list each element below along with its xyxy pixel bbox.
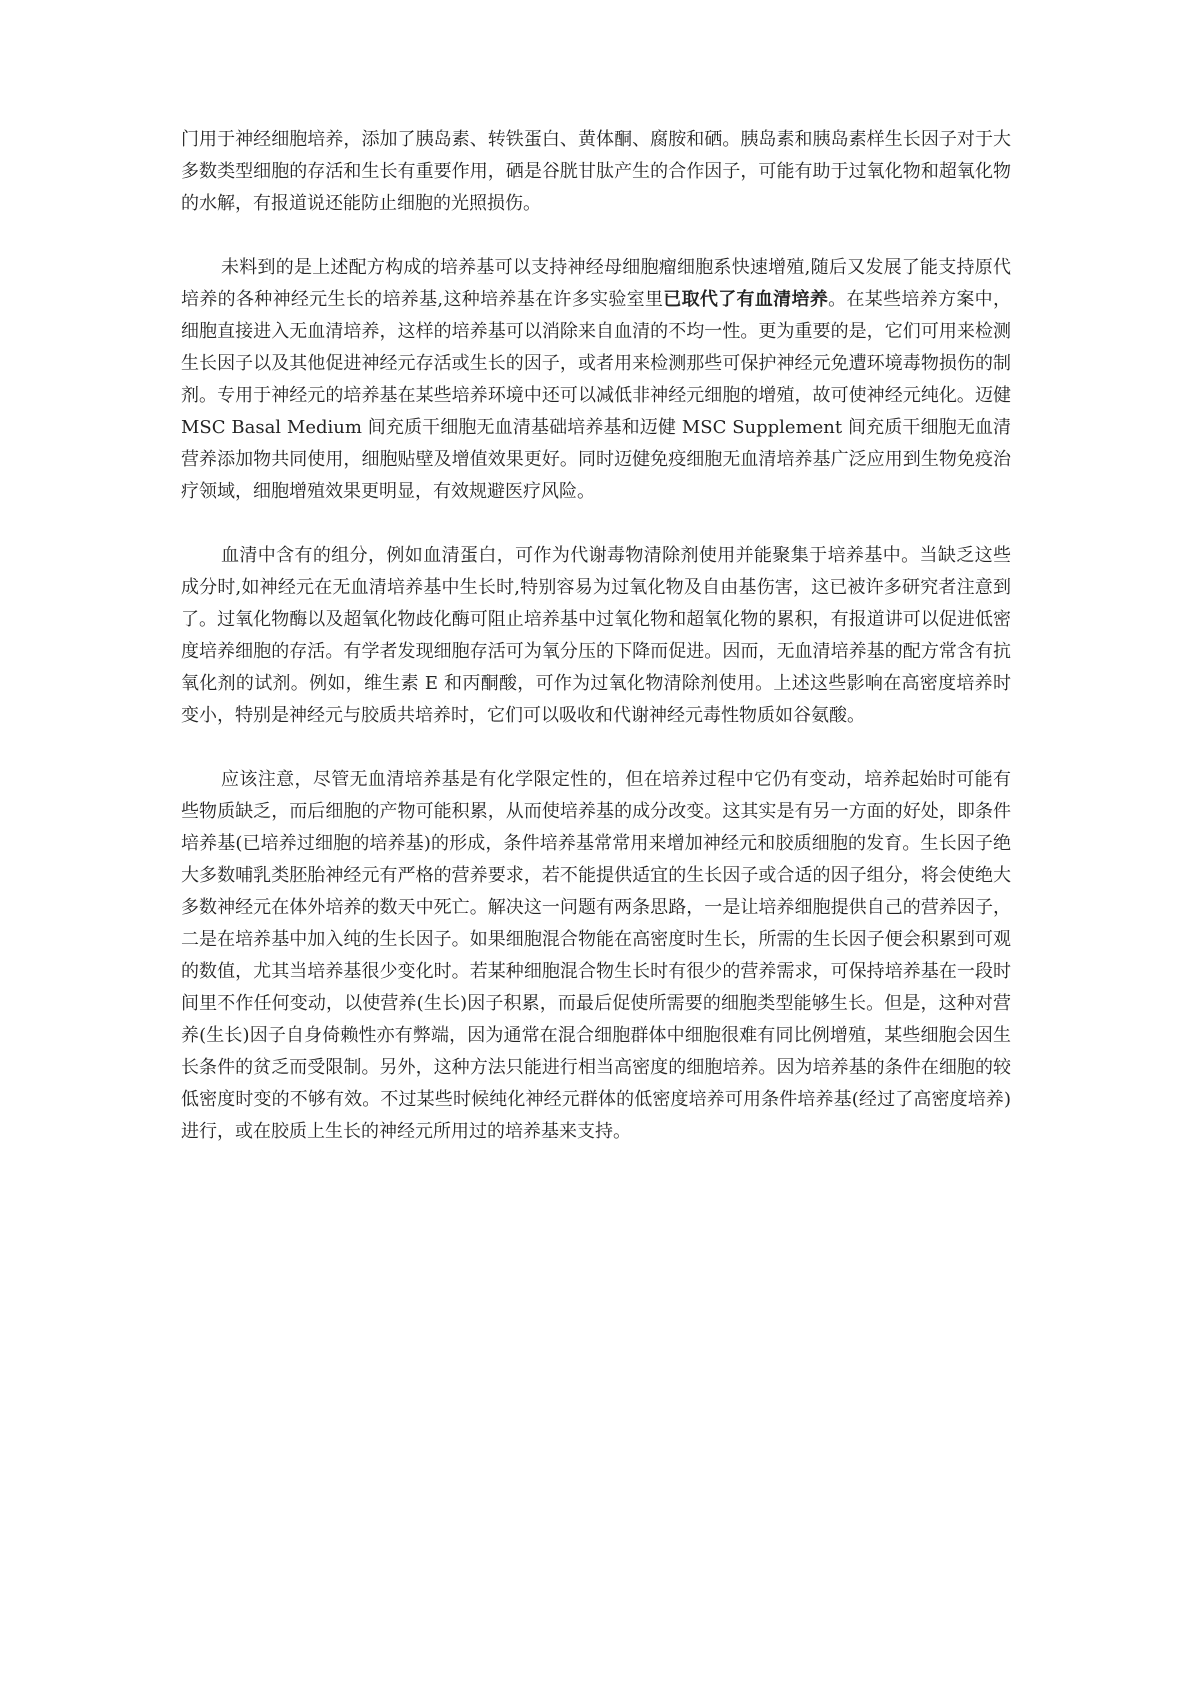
document-body: [181, 124, 1011, 1180]
paragraph-2-text-after: 。在某些培养方案中，细胞直接进入无血清培养，这样的培养基可以消除来自血清的不均一性。更为重要的是，它们可用来检测生长因子以及其他促进神经元存活或生长的因子，或者用来检测那些可保护神经元免遭环境毒物损伤的制剂。专用于神经元的培养基在某些培养环境中还可以减低非神经元细胞的增殖，故可使神经元纯化。迈健 MSC Basal Medium 间充质干细胞无血清基础培养基和迈健 MSC Supplement 间充质干细胞无血清营养添加物共同使用，细胞贴壁及增值效果更好。同时迈健免疫细胞无血清培养基广泛应用到生物免疫治疗领域，细胞增殖效果更明显，有效规避医疗风险。: [181, 289, 1011, 502]
paragraph-2-text-before: 未料到的是上述配方构成的培养基可以支持神经母细胞瘤细胞系快速增殖,随后又发展了能支持原代培养的各种神经元生长的培养基,这种培养基在许多实验室里: [181, 257, 1011, 310]
paragraph-2-bold-phrase: 已取代了有血清培养: [663, 289, 829, 310]
paragraph-3: 血清中含有的组分，例如血清蛋白，可作为代谢毒物清除剂使用并能聚集于培养基中。当缺乏这些成分时,如神经元在无血清培养基中生长时,特别容易为过氧化物及自由基伤害，这已被许多研究者注意到了。过氧化物酶以及超氧化物歧化酶可阻止培养基中过氧化物和超氧化物的累积，有报道讲可以促进低密度培养细胞的存活。有学者发现细胞存活可为氧分压的下降而促进。因而，无血清培养基的配方常含有抗氧化剂的试剂。例如，维生素 E 和丙酮酸，可作为过氧化物清除剂使用。上述这些影响在高密度培养时变小，特别是神经元与胶质共培养时，它们可以吸收和代谢神经元毒性物质如谷氨酸。: [181, 545, 1011, 726]
paragraph-2: [181, 252, 1011, 508]
paragraph-4: 应该注意，尽管无血清培养基是有化学限定性的，但在培养过程中它仍有变动，培养起始时可能有些物质缺乏，而后细胞的产物可能积累，从而使培养基的成分改变。这其实是有另一方面的好处，即条件培养基(已培养过细胞的培养基)的形成，条件培养基常常用来增加神经元和胶质细胞的发育。生长因子绝大多数哺乳类胚胎神经元有严格的营养要求，若不能提供适宜的生长因子或合适的因子组分，将会使绝大多数神经元在体外培养的数天中死亡。解决这一问题有两条思路，一是让培养细胞提供自己的营养因子，二是在培养基中加入纯的生长因子。如果细胞混合物能在高密度时生长，所需的生长因子便会积累到可观的数值，尤其当培养基很少变化时。若某种细胞混合物生长时有很少的营养需求，可保持培养基在一段时间里不作任何变动，以使营养(生长)因子积累，而最后促使所需要的细胞类型能够生长。但是，这种对营养(生长)因子自身倚赖性亦有弊端，因为通常在混合细胞群体中细胞很难有同比例增殖，某些细胞会因生长条件的贫乏而受限制。另外，这种方法只能进行相当高密度的细胞培养。因为培养基的条件在细胞的较低密度时变的不够有效。不过某些时候纯化神经元群体的低密度培养可用条件培养基(经过了高密度培养)进行，或在胶质上生长的神经元所用过的培养基来支持。: [181, 769, 1011, 1142]
paragraph-1: 门用于神经细胞培养，添加了胰岛素、转铁蛋白、黄体酮、腐胺和硒。胰岛素和胰岛素样生长因子对于大多数类型细胞的存活和生长有重要作用，硒是谷胱甘肽产生的合作因子，可能有助于过氧化物和超氧化物的水解，有报道说还能防止细胞的光照损伤。: [181, 129, 1011, 214]
